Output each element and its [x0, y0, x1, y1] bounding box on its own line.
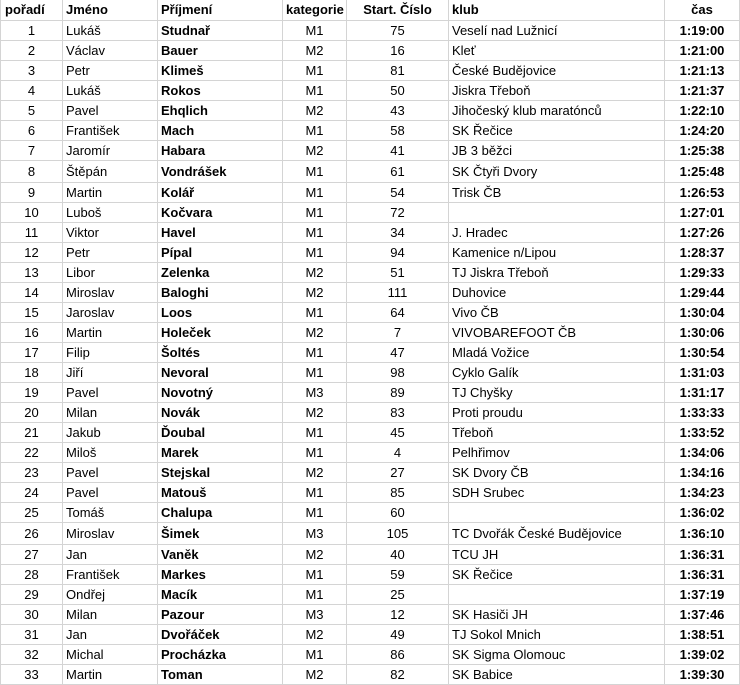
cell-time[interactable]: 1:21:00 — [665, 41, 740, 61]
cell-first-name[interactable]: Martin — [63, 183, 158, 203]
cell-time[interactable]: 1:21:13 — [665, 61, 740, 81]
cell-first-name[interactable]: Petr — [63, 61, 158, 81]
cell-category[interactable]: M2 — [283, 283, 347, 303]
cell-start-number[interactable]: 50 — [347, 81, 449, 101]
cell-club[interactable]: České Budějovice — [449, 61, 665, 81]
cell-club[interactable] — [449, 503, 665, 523]
cell-club[interactable]: Veselí nad Lužnicí — [449, 21, 665, 41]
cell-last-name[interactable]: Baloghi — [158, 283, 283, 303]
cell-last-name[interactable]: Studnař — [158, 21, 283, 41]
cell-club[interactable]: Vivo ČB — [449, 303, 665, 323]
cell-first-name[interactable]: Jan — [63, 625, 158, 645]
cell-first-name[interactable]: Luboš — [63, 203, 158, 223]
cell-start-number[interactable]: 25 — [347, 585, 449, 605]
header-rank[interactable]: pořadí — [1, 0, 63, 21]
cell-time[interactable]: 1:39:02 — [665, 645, 740, 665]
table-row — [1, 183, 740, 203]
table-row — [1, 203, 740, 223]
cell-time[interactable]: 1:36:31 — [665, 545, 740, 565]
cell-start-number[interactable]: 64 — [347, 303, 449, 323]
table-row — [1, 223, 740, 243]
cell-last-name[interactable]: Zelenka — [158, 263, 283, 283]
cell-category[interactable]: M1 — [283, 183, 347, 203]
cell-club[interactable]: Trisk ČB — [449, 183, 665, 203]
cell-rank[interactable]: 17 — [1, 343, 63, 363]
table-row — [1, 565, 740, 585]
cell-category[interactable]: M2 — [283, 41, 347, 61]
cell-club[interactable]: Duhovice — [449, 283, 665, 303]
header-start-number[interactable]: Start. Číslo — [347, 0, 449, 21]
cell-rank[interactable]: 23 — [1, 463, 63, 483]
table-row — [1, 323, 740, 343]
cell-last-name[interactable]: Rokos — [158, 81, 283, 101]
cell-time[interactable]: 1:27:01 — [665, 203, 740, 223]
cell-rank[interactable]: 15 — [1, 303, 63, 323]
cell-last-name[interactable]: Nevoral — [158, 363, 283, 383]
cell-category[interactable]: M1 — [283, 363, 347, 383]
header-last-name[interactable]: Příjmení — [158, 0, 283, 21]
cell-time[interactable]: 1:25:48 — [665, 161, 740, 183]
cell-start-number[interactable]: 83 — [347, 403, 449, 423]
cell-first-name[interactable]: Libor — [63, 263, 158, 283]
cell-category[interactable]: M1 — [283, 161, 347, 183]
cell-category[interactable]: M2 — [283, 403, 347, 423]
table-row — [1, 523, 740, 545]
cell-club[interactable]: SK Sigma Olomouc — [449, 645, 665, 665]
cell-time[interactable]: 1:21:37 — [665, 81, 740, 101]
cell-last-name[interactable]: Vondrášek — [158, 161, 283, 183]
cell-start-number[interactable]: 40 — [347, 545, 449, 565]
cell-start-number[interactable]: 58 — [347, 121, 449, 141]
cell-first-name[interactable]: Ondřej — [63, 585, 158, 605]
cell-start-number[interactable]: 86 — [347, 645, 449, 665]
table-row — [1, 545, 740, 565]
cell-rank[interactable]: 24 — [1, 483, 63, 503]
cell-club[interactable]: JB 3 běžci — [449, 141, 665, 161]
cell-club[interactable]: SDH Srubec — [449, 483, 665, 503]
cell-start-number[interactable]: 34 — [347, 223, 449, 243]
cell-category[interactable]: M2 — [283, 101, 347, 121]
cell-last-name[interactable]: Vaněk — [158, 545, 283, 565]
table-row — [1, 121, 740, 141]
cell-club[interactable]: J. Hradec — [449, 223, 665, 243]
cell-category[interactable]: M1 — [283, 585, 347, 605]
cell-category[interactable]: M1 — [283, 303, 347, 323]
cell-start-number[interactable]: 27 — [347, 463, 449, 483]
cell-first-name[interactable]: Miroslav — [63, 283, 158, 303]
table-row — [1, 463, 740, 483]
table-row — [1, 41, 740, 61]
cell-first-name[interactable]: Pavel — [63, 463, 158, 483]
cell-last-name[interactable]: Ďoubal — [158, 423, 283, 443]
table-row — [1, 21, 740, 41]
cell-category[interactable]: M1 — [283, 21, 347, 41]
table-row — [1, 61, 740, 81]
table-row — [1, 303, 740, 323]
header-first-name[interactable]: Jméno — [63, 0, 158, 21]
cell-club[interactable]: TJ Chyšky — [449, 383, 665, 403]
cell-club[interactable]: Proti proudu — [449, 403, 665, 423]
cell-last-name[interactable]: Šoltés — [158, 343, 283, 363]
cell-time[interactable]: 1:31:17 — [665, 383, 740, 403]
cell-start-number[interactable]: 7 — [347, 323, 449, 343]
cell-club[interactable]: TJ Sokol Mnich — [449, 625, 665, 645]
cell-first-name[interactable]: Jaromír — [63, 141, 158, 161]
cell-last-name[interactable]: Novák — [158, 403, 283, 423]
table-row — [1, 101, 740, 121]
cell-category[interactable]: M3 — [283, 523, 347, 545]
cell-start-number[interactable]: 12 — [347, 605, 449, 625]
cell-start-number[interactable]: 51 — [347, 263, 449, 283]
cell-first-name[interactable]: Milan — [63, 403, 158, 423]
cell-start-number[interactable]: 45 — [347, 423, 449, 443]
cell-start-number[interactable]: 105 — [347, 523, 449, 545]
cell-club[interactable] — [449, 585, 665, 605]
cell-first-name[interactable]: Martin — [63, 323, 158, 343]
cell-rank[interactable]: 30 — [1, 605, 63, 625]
cell-first-name[interactable]: Lukáš — [63, 81, 158, 101]
cell-last-name[interactable]: Holeček — [158, 323, 283, 343]
cell-time[interactable]: 1:19:00 — [665, 21, 740, 41]
cell-club[interactable]: Mladá Vožice — [449, 343, 665, 363]
cell-last-name[interactable]: Marek — [158, 443, 283, 463]
cell-category[interactable]: M1 — [283, 223, 347, 243]
cell-category[interactable]: M1 — [283, 203, 347, 223]
table-row — [1, 403, 740, 423]
header-category[interactable]: kategorie — [283, 0, 347, 21]
cell-first-name[interactable]: Martin — [63, 665, 158, 685]
cell-category[interactable]: M2 — [283, 263, 347, 283]
cell-time[interactable]: 1:25:38 — [665, 141, 740, 161]
cell-rank[interactable]: 12 — [1, 243, 63, 263]
header-time[interactable]: čas — [665, 0, 740, 21]
cell-rank[interactable]: 9 — [1, 183, 63, 203]
cell-category[interactable]: M1 — [283, 343, 347, 363]
cell-start-number[interactable]: 16 — [347, 41, 449, 61]
cell-time[interactable]: 1:37:19 — [665, 585, 740, 605]
cell-last-name[interactable]: Chalupa — [158, 503, 283, 523]
cell-time[interactable]: 1:30:54 — [665, 343, 740, 363]
cell-club[interactable]: SK Řečice — [449, 121, 665, 141]
cell-club[interactable]: SK Čtyři Dvory — [449, 161, 665, 183]
cell-club[interactable]: SK Hasiči JH — [449, 605, 665, 625]
cell-category[interactable]: M1 — [283, 243, 347, 263]
cell-start-number[interactable]: 85 — [347, 483, 449, 503]
cell-rank[interactable]: 22 — [1, 443, 63, 463]
cell-time[interactable]: 1:27:26 — [665, 223, 740, 243]
cell-start-number[interactable]: 54 — [347, 183, 449, 203]
cell-start-number[interactable]: 61 — [347, 161, 449, 183]
cell-club[interactable]: Jiskra Třeboň — [449, 81, 665, 101]
cell-rank[interactable]: 8 — [1, 161, 63, 183]
cell-start-number[interactable]: 75 — [347, 21, 449, 41]
cell-time[interactable]: 1:36:02 — [665, 503, 740, 523]
cell-first-name[interactable]: Milan — [63, 605, 158, 625]
cell-first-name[interactable]: Filip — [63, 343, 158, 363]
cell-time[interactable]: 1:31:03 — [665, 363, 740, 383]
cell-last-name[interactable]: Stejskal — [158, 463, 283, 483]
cell-last-name[interactable]: Matouš — [158, 483, 283, 503]
cell-last-name[interactable]: Klimeš — [158, 61, 283, 81]
cell-club[interactable]: TJ Jiskra Třeboň — [449, 263, 665, 283]
cell-last-name[interactable]: Toman — [158, 665, 283, 685]
cell-club[interactable]: TCU JH — [449, 545, 665, 565]
cell-start-number[interactable]: 47 — [347, 343, 449, 363]
table-row — [1, 161, 740, 183]
table-row — [1, 645, 740, 665]
cell-rank[interactable]: 6 — [1, 121, 63, 141]
cell-start-number[interactable]: 49 — [347, 625, 449, 645]
cell-category[interactable]: M2 — [283, 545, 347, 565]
cell-start-number[interactable]: 98 — [347, 363, 449, 383]
cell-last-name[interactable]: Bauer — [158, 41, 283, 61]
cell-club[interactable]: Pelhřimov — [449, 443, 665, 463]
cell-last-name[interactable]: Procházka — [158, 645, 283, 665]
cell-rank[interactable]: 16 — [1, 323, 63, 343]
cell-rank[interactable]: 3 — [1, 61, 63, 81]
cell-start-number[interactable]: 89 — [347, 383, 449, 403]
cell-start-number[interactable]: 4 — [347, 443, 449, 463]
table-row — [1, 363, 740, 383]
cell-last-name[interactable]: Šimek — [158, 523, 283, 545]
cell-start-number[interactable]: 111 — [347, 283, 449, 303]
table-row — [1, 423, 740, 443]
cell-last-name[interactable]: Havel — [158, 223, 283, 243]
cell-category[interactable]: M1 — [283, 443, 347, 463]
cell-rank[interactable]: 4 — [1, 81, 63, 101]
cell-time[interactable]: 1:37:46 — [665, 605, 740, 625]
cell-time[interactable]: 1:29:44 — [665, 283, 740, 303]
cell-rank[interactable]: 32 — [1, 645, 63, 665]
cell-start-number[interactable]: 60 — [347, 503, 449, 523]
cell-start-number[interactable]: 43 — [347, 101, 449, 121]
cell-rank[interactable]: 7 — [1, 141, 63, 161]
cell-rank[interactable]: 10 — [1, 203, 63, 223]
cell-last-name[interactable]: Novotný — [158, 383, 283, 403]
table-row — [1, 503, 740, 523]
cell-time[interactable]: 1:34:23 — [665, 483, 740, 503]
cell-club[interactable]: Kleť — [449, 41, 665, 61]
cell-category[interactable]: M1 — [283, 503, 347, 523]
cell-last-name[interactable]: Ehqlich — [158, 101, 283, 121]
cell-first-name[interactable]: Miroslav — [63, 523, 158, 545]
cell-last-name[interactable]: Markes — [158, 565, 283, 585]
cell-first-name[interactable]: Viktor — [63, 223, 158, 243]
table-row — [1, 483, 740, 503]
cell-rank[interactable]: 25 — [1, 503, 63, 523]
cell-first-name[interactable]: Jaroslav — [63, 303, 158, 323]
cell-category[interactable]: M1 — [283, 61, 347, 81]
cell-start-number[interactable]: 82 — [347, 665, 449, 685]
cell-category[interactable]: M2 — [283, 141, 347, 161]
cell-time[interactable]: 1:36:10 — [665, 523, 740, 545]
cell-time[interactable]: 1:34:06 — [665, 443, 740, 463]
table-row — [1, 283, 740, 303]
table-row — [1, 263, 740, 283]
cell-first-name[interactable]: Petr — [63, 243, 158, 263]
cell-rank[interactable]: 2 — [1, 41, 63, 61]
cell-first-name[interactable]: Václav — [63, 41, 158, 61]
table-row — [1, 81, 740, 101]
cell-category[interactable]: M1 — [283, 81, 347, 101]
cell-category[interactable]: M3 — [283, 383, 347, 403]
header-row — [1, 0, 740, 21]
cell-rank[interactable]: 18 — [1, 363, 63, 383]
header-club[interactable]: klub — [449, 0, 665, 21]
cell-rank[interactable]: 20 — [1, 403, 63, 423]
cell-rank[interactable]: 33 — [1, 665, 63, 685]
cell-last-name[interactable]: Mach — [158, 121, 283, 141]
cell-category[interactable]: M2 — [283, 323, 347, 343]
cell-first-name[interactable]: Pavel — [63, 383, 158, 403]
cell-first-name[interactable]: Jan — [63, 545, 158, 565]
cell-category[interactable]: M1 — [283, 121, 347, 141]
table-row — [1, 243, 740, 263]
table-row — [1, 605, 740, 625]
cell-club[interactable]: SK Dvory ČB — [449, 463, 665, 483]
cell-rank[interactable]: 13 — [1, 263, 63, 283]
cell-category[interactable]: M2 — [283, 463, 347, 483]
cell-category[interactable]: M1 — [283, 645, 347, 665]
cell-rank[interactable]: 29 — [1, 585, 63, 605]
table-row — [1, 383, 740, 403]
cell-club[interactable] — [449, 203, 665, 223]
cell-rank[interactable]: 5 — [1, 101, 63, 121]
cell-category[interactable]: M2 — [283, 625, 347, 645]
cell-club[interactable]: Jihočeský klub maratónců — [449, 101, 665, 121]
cell-last-name[interactable]: Dvořáček — [158, 625, 283, 645]
cell-time[interactable]: 1:29:33 — [665, 263, 740, 283]
cell-rank[interactable]: 11 — [1, 223, 63, 243]
table-row — [1, 443, 740, 463]
cell-time[interactable]: 1:39:30 — [665, 665, 740, 685]
cell-last-name[interactable]: Kočvara — [158, 203, 283, 223]
cell-first-name[interactable]: Miloš — [63, 443, 158, 463]
cell-club[interactable]: Cyklo Galík — [449, 363, 665, 383]
cell-last-name[interactable]: Habara — [158, 141, 283, 161]
cell-start-number[interactable]: 72 — [347, 203, 449, 223]
cell-first-name[interactable]: Michal — [63, 645, 158, 665]
cell-rank[interactable]: 19 — [1, 383, 63, 403]
cell-club[interactable]: Třeboň — [449, 423, 665, 443]
cell-first-name[interactable]: Lukáš — [63, 21, 158, 41]
cell-club[interactable]: VIVOBAREFOOT ČB — [449, 323, 665, 343]
cell-first-name[interactable]: Pavel — [63, 483, 158, 503]
cell-start-number[interactable]: 94 — [347, 243, 449, 263]
cell-category[interactable]: M3 — [283, 605, 347, 625]
table-row — [1, 665, 740, 685]
cell-start-number[interactable]: 59 — [347, 565, 449, 585]
cell-time[interactable]: 1:26:53 — [665, 183, 740, 203]
cell-first-name[interactable]: Jakub — [63, 423, 158, 443]
cell-category[interactable]: M1 — [283, 423, 347, 443]
table-row — [1, 343, 740, 363]
cell-club[interactable]: SK Babice — [449, 665, 665, 685]
cell-club[interactable]: Kamenice n/Lipou — [449, 243, 665, 263]
cell-first-name[interactable]: Štěpán — [63, 161, 158, 183]
cell-time[interactable]: 1:33:33 — [665, 403, 740, 423]
cell-rank[interactable]: 14 — [1, 283, 63, 303]
cell-first-name[interactable]: Tomáš — [63, 503, 158, 523]
cell-time[interactable]: 1:28:37 — [665, 243, 740, 263]
cell-first-name[interactable]: František — [63, 565, 158, 585]
cell-last-name[interactable]: Loos — [158, 303, 283, 323]
cell-category[interactable]: M1 — [283, 565, 347, 585]
cell-club[interactable]: SK Řečice — [449, 565, 665, 585]
cell-first-name[interactable]: Jiří — [63, 363, 158, 383]
cell-time[interactable]: 1:24:20 — [665, 121, 740, 141]
cell-rank[interactable]: 31 — [1, 625, 63, 645]
cell-last-name[interactable]: Macík — [158, 585, 283, 605]
cell-time[interactable]: 1:36:31 — [665, 565, 740, 585]
table-row — [1, 585, 740, 605]
cell-time[interactable]: 1:33:52 — [665, 423, 740, 443]
cell-first-name[interactable]: František — [63, 121, 158, 141]
cell-last-name[interactable]: Kolář — [158, 183, 283, 203]
cell-start-number[interactable]: 81 — [347, 61, 449, 81]
cell-time[interactable]: 1:30:06 — [665, 323, 740, 343]
table-row — [1, 141, 740, 161]
cell-last-name[interactable]: Pípal — [158, 243, 283, 263]
cell-category[interactable]: M2 — [283, 665, 347, 685]
cell-rank[interactable]: 28 — [1, 565, 63, 585]
cell-club[interactable]: TC Dvořák České Budějovice — [449, 523, 665, 545]
cell-category[interactable]: M1 — [283, 483, 347, 503]
cell-first-name[interactable]: Pavel — [63, 101, 158, 121]
cell-rank[interactable]: 1 — [1, 21, 63, 41]
cell-rank[interactable]: 26 — [1, 523, 63, 545]
cell-rank[interactable]: 21 — [1, 423, 63, 443]
cell-start-number[interactable]: 41 — [347, 141, 449, 161]
cell-time[interactable]: 1:30:04 — [665, 303, 740, 323]
cell-time[interactable]: 1:34:16 — [665, 463, 740, 483]
cell-time[interactable]: 1:22:10 — [665, 101, 740, 121]
cell-last-name[interactable]: Pazour — [158, 605, 283, 625]
table-row — [1, 625, 740, 645]
cell-time[interactable]: 1:38:51 — [665, 625, 740, 645]
cell-rank[interactable]: 27 — [1, 545, 63, 565]
